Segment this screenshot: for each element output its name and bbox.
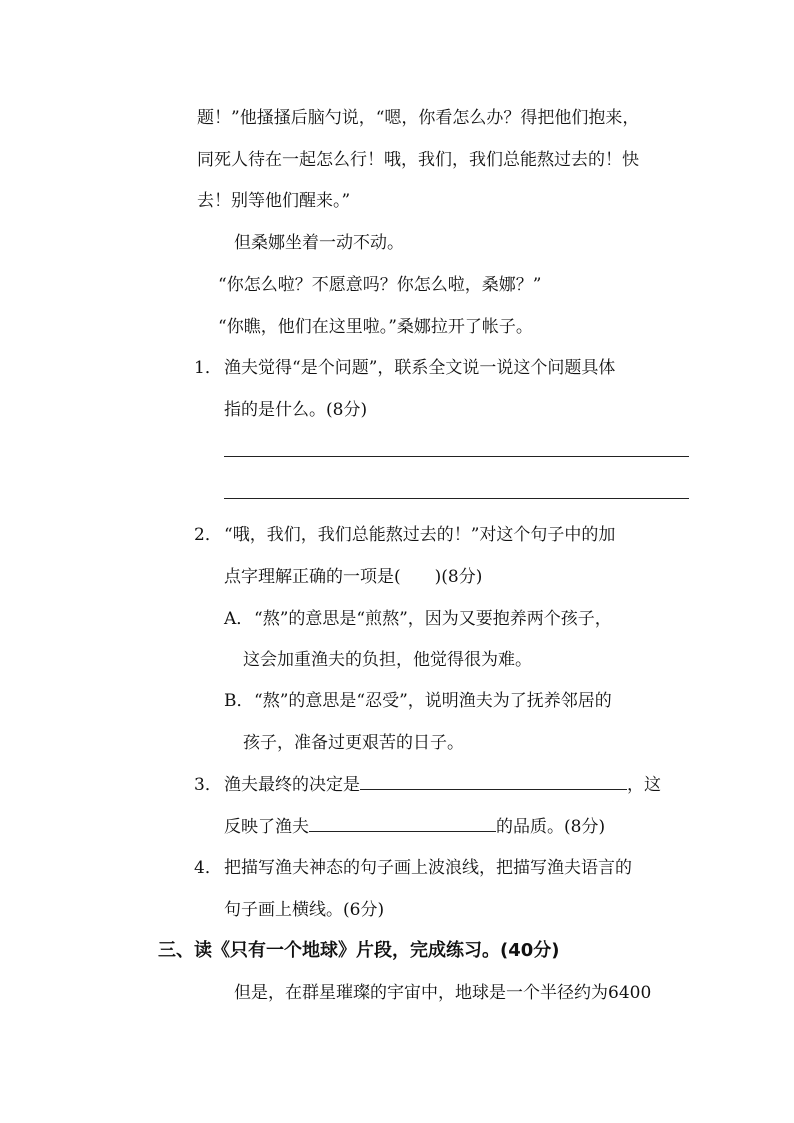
q3-number: 3． — [194, 775, 222, 795]
passage-line-3: 去！别等他们醒来。” — [197, 191, 351, 211]
q1-text-line-2: 指的是什么。(8分) — [224, 400, 368, 420]
passage-line-5: “你怎么啦？不愿意吗？你怎么啦，桑娜？” — [218, 275, 542, 295]
q2-option-b-line-2: 孩子，准备过更艰苦的日子。 — [243, 733, 464, 753]
passage-line-2: 同死人待在一起怎么行！哦，我们，我们总能熬过去的！快 — [197, 150, 639, 170]
q2-option-a-label: A． — [224, 609, 254, 629]
q3-decision-blank[interactable] — [360, 773, 627, 790]
passage-line-1: 题！”他搔搔后脑勺说，“嗯，你看怎么办？得把他们抱来， — [197, 108, 640, 128]
q3-text-b: ，这 — [627, 775, 661, 795]
q2-number: 2． — [194, 525, 222, 545]
q3-text-c: 反映了渔夫 — [224, 817, 309, 837]
section-3-title: 三、读《只有一个地球》片段，完成练习。(40分) — [158, 940, 560, 961]
q4-number: 4． — [194, 858, 222, 878]
q2-text-line-1: “哦，我们，我们总能熬过去的！”对这个句子中的加 — [224, 525, 616, 545]
q2-option-b-line-1: “熬”的意思是“忍受”，说明渔夫为了抚养邻居的 — [254, 691, 612, 711]
q2-text-suffix: )(8分) — [434, 567, 483, 587]
q3-quality-blank[interactable] — [309, 815, 496, 832]
q1-answer-line-1[interactable] — [224, 456, 689, 457]
q4-text-line-2: 句子画上横线。(6分) — [224, 900, 385, 920]
q2-option-a-line-2: 这会加重渔夫的负担，他觉得很为难。 — [243, 650, 532, 670]
passage-line-4: 但桑娜坐着一动不动。 — [234, 233, 404, 253]
q3-text-a: 渔夫最终的决定是 — [224, 775, 360, 795]
q2-text-line-2 — [224, 565, 482, 589]
q1-answer-line-2[interactable] — [224, 498, 689, 499]
q1-text-line-1: 渔夫觉得“是个问题”，联系全文说一说这个问题具体 — [224, 358, 616, 378]
q3-text-line-2 — [224, 815, 605, 839]
q1-number: 1． — [194, 358, 222, 378]
q3-text-line-1 — [224, 773, 661, 797]
passage-line-6: “你瞧，他们在这里啦。”桑娜拉开了帐子。 — [218, 317, 533, 337]
q3-text-d: 的品质。(8分) — [496, 817, 606, 837]
q4-text-line-1: 把描写渔夫神态的句子画上波浪线，把描写渔夫语言的 — [224, 858, 632, 878]
section-3-paragraph: 但是，在群星璀璨的宇宙中，地球是一个半径约为6400 — [234, 983, 652, 1003]
q2-option-a-line-1: “熬”的意思是“煎熬”，因为又要抱养两个孩子， — [254, 609, 612, 629]
q2-option-b-label: B． — [224, 691, 254, 711]
q2-text-prefix: 点字理解正确的一项是( — [224, 567, 401, 587]
